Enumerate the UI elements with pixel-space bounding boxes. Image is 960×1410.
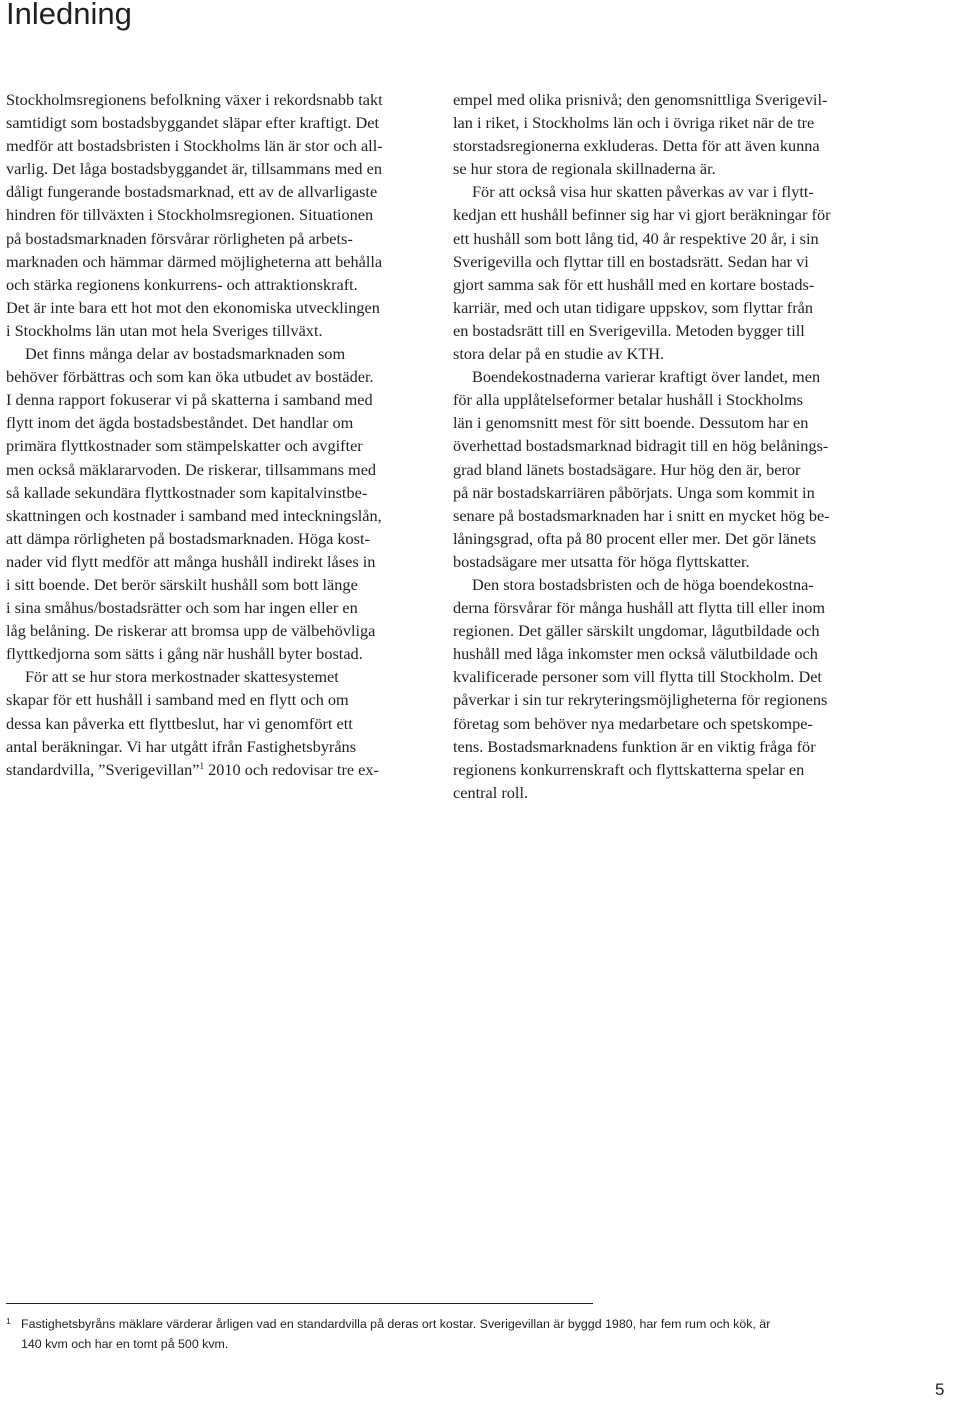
text-line: [453, 227, 885, 250]
text-line-continuation: 2010 och redovisar tre ex-: [204, 759, 379, 779]
text-line-content: flytt inom det ägda bostadsbeståndet. Det handlar om: [6, 413, 354, 433]
text-line: [453, 550, 885, 573]
text-line-content: I denna rapport fokuserar vi på skatterna i samband med: [6, 390, 373, 410]
text-line: [6, 88, 426, 111]
left-text-column: [6, 88, 426, 781]
text-line-content: stora delar på en studie av KTH.: [453, 344, 665, 364]
text-line: [453, 111, 885, 134]
text-line-content: dåligt fungerande bostadsmarknad, ett av de allvarligaste: [6, 182, 378, 202]
text-line: [6, 319, 426, 342]
text-line-content: men också mäklararvoden. De riskerar, tillsammans med: [6, 459, 377, 479]
text-line-content: standardvilla, ”Sverigevillan”: [6, 759, 200, 779]
text-line: [453, 296, 885, 319]
text-line: [453, 273, 885, 296]
text-line-content: att dämpa rörligheten på bostadsmarknaden. Höga kost-: [6, 528, 370, 548]
text-line-content: lan i riket, i Stockholms län och i övriga riket när de tre: [453, 113, 815, 133]
text-line: [453, 388, 885, 411]
text-line-content: empel med olika prisnivå; den genomsnittliga Sverigevil-: [453, 90, 828, 109]
text-line-content: på när bostadskarriären påbörjats. Unga som kommit in: [453, 482, 815, 502]
text-line: [453, 596, 885, 619]
text-line: [6, 735, 426, 758]
text-line: [453, 88, 885, 111]
text-line-content: för alla upplåtelseformer betalar hushåll i Stockholms: [453, 390, 803, 410]
footnote: [6, 1314, 906, 1354]
text-line-content: så kallade sekundära flyttkostnader som kapitalvinstbe-: [6, 482, 368, 502]
text-line: [453, 134, 885, 157]
text-line: [6, 527, 426, 550]
text-line: [6, 596, 426, 619]
text-line: [453, 735, 885, 758]
text-line-content: län i genomsnitt mest för sitt boende. Dessutom har en: [453, 413, 809, 433]
footnote-reference: 1: [199, 760, 204, 771]
text-line: [453, 642, 885, 665]
text-line-content: regionen. Det gäller särskilt ungdomar, lågutbildade och: [453, 621, 820, 641]
text-line: [453, 504, 885, 527]
text-line-content: kvalificerade personer som vill flytta till Stockholm. Det: [453, 667, 822, 687]
text-line: [453, 180, 885, 203]
text-line-content: Det finns många delar av bostadsmarknaden som: [25, 344, 346, 364]
text-line: [453, 458, 885, 481]
text-line: [6, 296, 426, 319]
text-line: [6, 619, 426, 642]
text-line-content: tens. Bostadsmarknadens funktion är en viktig fråga för: [453, 736, 816, 756]
text-line: [6, 134, 426, 157]
text-line-content: hushåll med låga inkomster men också välutbildade och: [453, 644, 818, 664]
text-line-content: gjort samma sak för ett hushåll med en kortare bostads-: [453, 274, 815, 294]
text-line-content: medför att bostadsbristen i Stockholms län är stor och all-: [6, 136, 383, 156]
text-line-content: skattningen och kostnader i samband med inteckningslån,: [6, 505, 382, 525]
right-text-column: [453, 88, 885, 804]
text-line-content: För att också visa hur skatten påverkas av var i flytt-: [472, 182, 814, 202]
text-line-content: låningsgrad, ofta på 80 procent eller mer. Det gör länets: [453, 528, 817, 548]
text-line: [453, 665, 885, 688]
text-line: [6, 642, 426, 665]
text-line: [6, 688, 426, 711]
text-line-content: på bostadsmarknaden försvårar rörligheten på arbets-: [6, 228, 353, 248]
text-line-content: flyttkedjorna som sätts i gång när hushåll byter bostad.: [6, 644, 363, 664]
text-line-content: i sitt boende. Det berör särskilt hushåll som bott länge: [6, 574, 358, 594]
text-line-content: Den stora bostadsbristen och de höga boendekostna-: [472, 574, 814, 594]
text-line: [6, 250, 426, 273]
text-line: [6, 573, 426, 596]
text-line-content: För att se hur stora merkostnader skattesystemet: [25, 667, 339, 687]
text-line: [453, 157, 885, 180]
text-line: [6, 665, 426, 688]
text-line: [453, 688, 885, 711]
text-line-content: karriär, med och utan tidigare uppskov, som flyttar från: [453, 297, 813, 317]
text-line: [453, 342, 885, 365]
text-line-content: kedjan ett hushåll befinner sig har vi gjort beräkningar för: [453, 205, 831, 225]
text-line-content: en bostadsrätt till en Sverigevilla. Metoden bygger till: [453, 320, 805, 340]
text-line-content: ett hushåll som bott lång tid, 40 år respektive 20 år, i sin: [453, 228, 819, 248]
text-line: [6, 203, 426, 226]
text-line: [453, 781, 885, 804]
text-line-content: i Stockholms län utan mot hela Sveriges tillväxt.: [6, 320, 323, 340]
text-line-content: hindren för tillväxten i Stockholmsregionen. Situationen: [6, 205, 374, 225]
text-line-content: påverkar i sin tur rekryteringsmöjligheterna för regionens: [453, 690, 828, 710]
text-line: [453, 712, 885, 735]
text-line: [6, 180, 426, 203]
text-line-content: se hur stora de regionala skillnaderna är.: [453, 159, 716, 179]
text-line-content: samtidigt som bostadsbyggandet släpar efter kraftigt. Det: [6, 113, 380, 133]
text-line-content: senare på bostadsmarknaden har i snitt en mycket hög be-: [453, 505, 830, 525]
text-line-content: låg belåning. De riskerar att bromsa upp de välbehövliga: [6, 621, 376, 641]
text-line: [6, 342, 426, 365]
text-line: [453, 758, 885, 781]
text-line-content: Boendekostnaderna varierar kraftigt över landet, men: [472, 367, 821, 387]
text-line-content: och stärka regionens konkurrens- och attraktionskraft.: [6, 274, 358, 294]
text-line-content: storstadsregionerna exkluderas. Detta för att även kunna: [453, 136, 820, 156]
text-line-content: företag som behöver nya medarbetare och spetskompe-: [453, 713, 813, 733]
text-line-content: grad bland länets bostadsägare. Hur hög den är, beror: [453, 459, 801, 479]
text-line: [6, 111, 426, 134]
text-line-content: regionens konkurrenskraft och flyttskatterna spelar en: [453, 759, 805, 779]
text-line-content: behöver förbättras och som kan öka utbudet av bostäder.: [6, 367, 374, 387]
text-line: [6, 365, 426, 388]
text-line-content: primära flyttkostnader som stämpelskatter och avgifter: [6, 436, 363, 456]
text-line: [453, 434, 885, 457]
text-line-content: Sverigevilla och flyttar till en bostadsrätt. Sedan har vi: [453, 251, 809, 271]
text-line-content: bostadsägare mer utsatta för höga flyttskatter.: [453, 551, 750, 571]
footnote-divider: [6, 1303, 593, 1304]
text-line: [453, 481, 885, 504]
text-line-content: nader vid flytt medför att många hushåll indirekt låses in: [6, 551, 376, 571]
text-line: [6, 157, 426, 180]
text-line: [6, 273, 426, 296]
text-line: [6, 550, 426, 573]
text-line-content: varlig. Det låga bostadsbyggandet är, tillsammans med en: [6, 159, 382, 179]
text-line-content: antal beräkningar. Vi har utgått ifrån Fastighetsbyråns: [6, 736, 357, 756]
text-line: [453, 203, 885, 226]
text-line: [6, 434, 426, 457]
footnote-line: 140 kvm och har en tomt på 500 kvm.: [21, 1337, 229, 1351]
text-line-content: skapar för ett hushåll i samband med en flytt och om: [6, 690, 349, 710]
text-line-content: marknaden och hämmar därmed möjligheterna att behålla: [6, 251, 383, 271]
text-line: [453, 250, 885, 273]
text-line: [453, 619, 885, 642]
text-line-content: Stockholmsregionens befolkning växer i rekordsnabb takt: [6, 90, 383, 109]
text-line: [6, 712, 426, 735]
text-line-content: dessa kan påverka ett flyttbeslut, har vi genomfört ett: [6, 713, 353, 733]
page-heading: Inledning: [6, 0, 132, 31]
text-line: [453, 319, 885, 342]
text-line: [453, 411, 885, 434]
footnote-line: Fastighetsbyråns mäklare värderar årligen vad en standardvilla på deras ort kostar. Sverigevillan är byggd 1980, har fem rum och kök, är: [21, 1317, 771, 1331]
text-line: [6, 458, 426, 481]
footnote-number: 1: [6, 1316, 11, 1326]
text-line-content: derna försvårar för många hushåll att flytta till eller inom: [453, 598, 826, 618]
text-line: [453, 365, 885, 388]
text-line: [6, 758, 426, 781]
text-line-content: i sina småhus/bostadsrätter och som har ingen eller en: [6, 598, 358, 618]
text-line-content: Det är inte bara ett hot mot den ekonomiska utvecklingen: [6, 297, 380, 317]
page-number: 5: [935, 1380, 945, 1399]
text-line-content: central roll.: [453, 782, 529, 802]
text-line-content: överhettad bostadsmarknad bidragit till en hög belånings-: [453, 436, 829, 456]
text-line: [6, 411, 426, 434]
text-line: [6, 504, 426, 527]
text-line: [453, 527, 885, 550]
text-line: [453, 573, 885, 596]
text-line: [6, 227, 426, 250]
text-line: [6, 481, 426, 504]
text-line: [6, 388, 426, 411]
